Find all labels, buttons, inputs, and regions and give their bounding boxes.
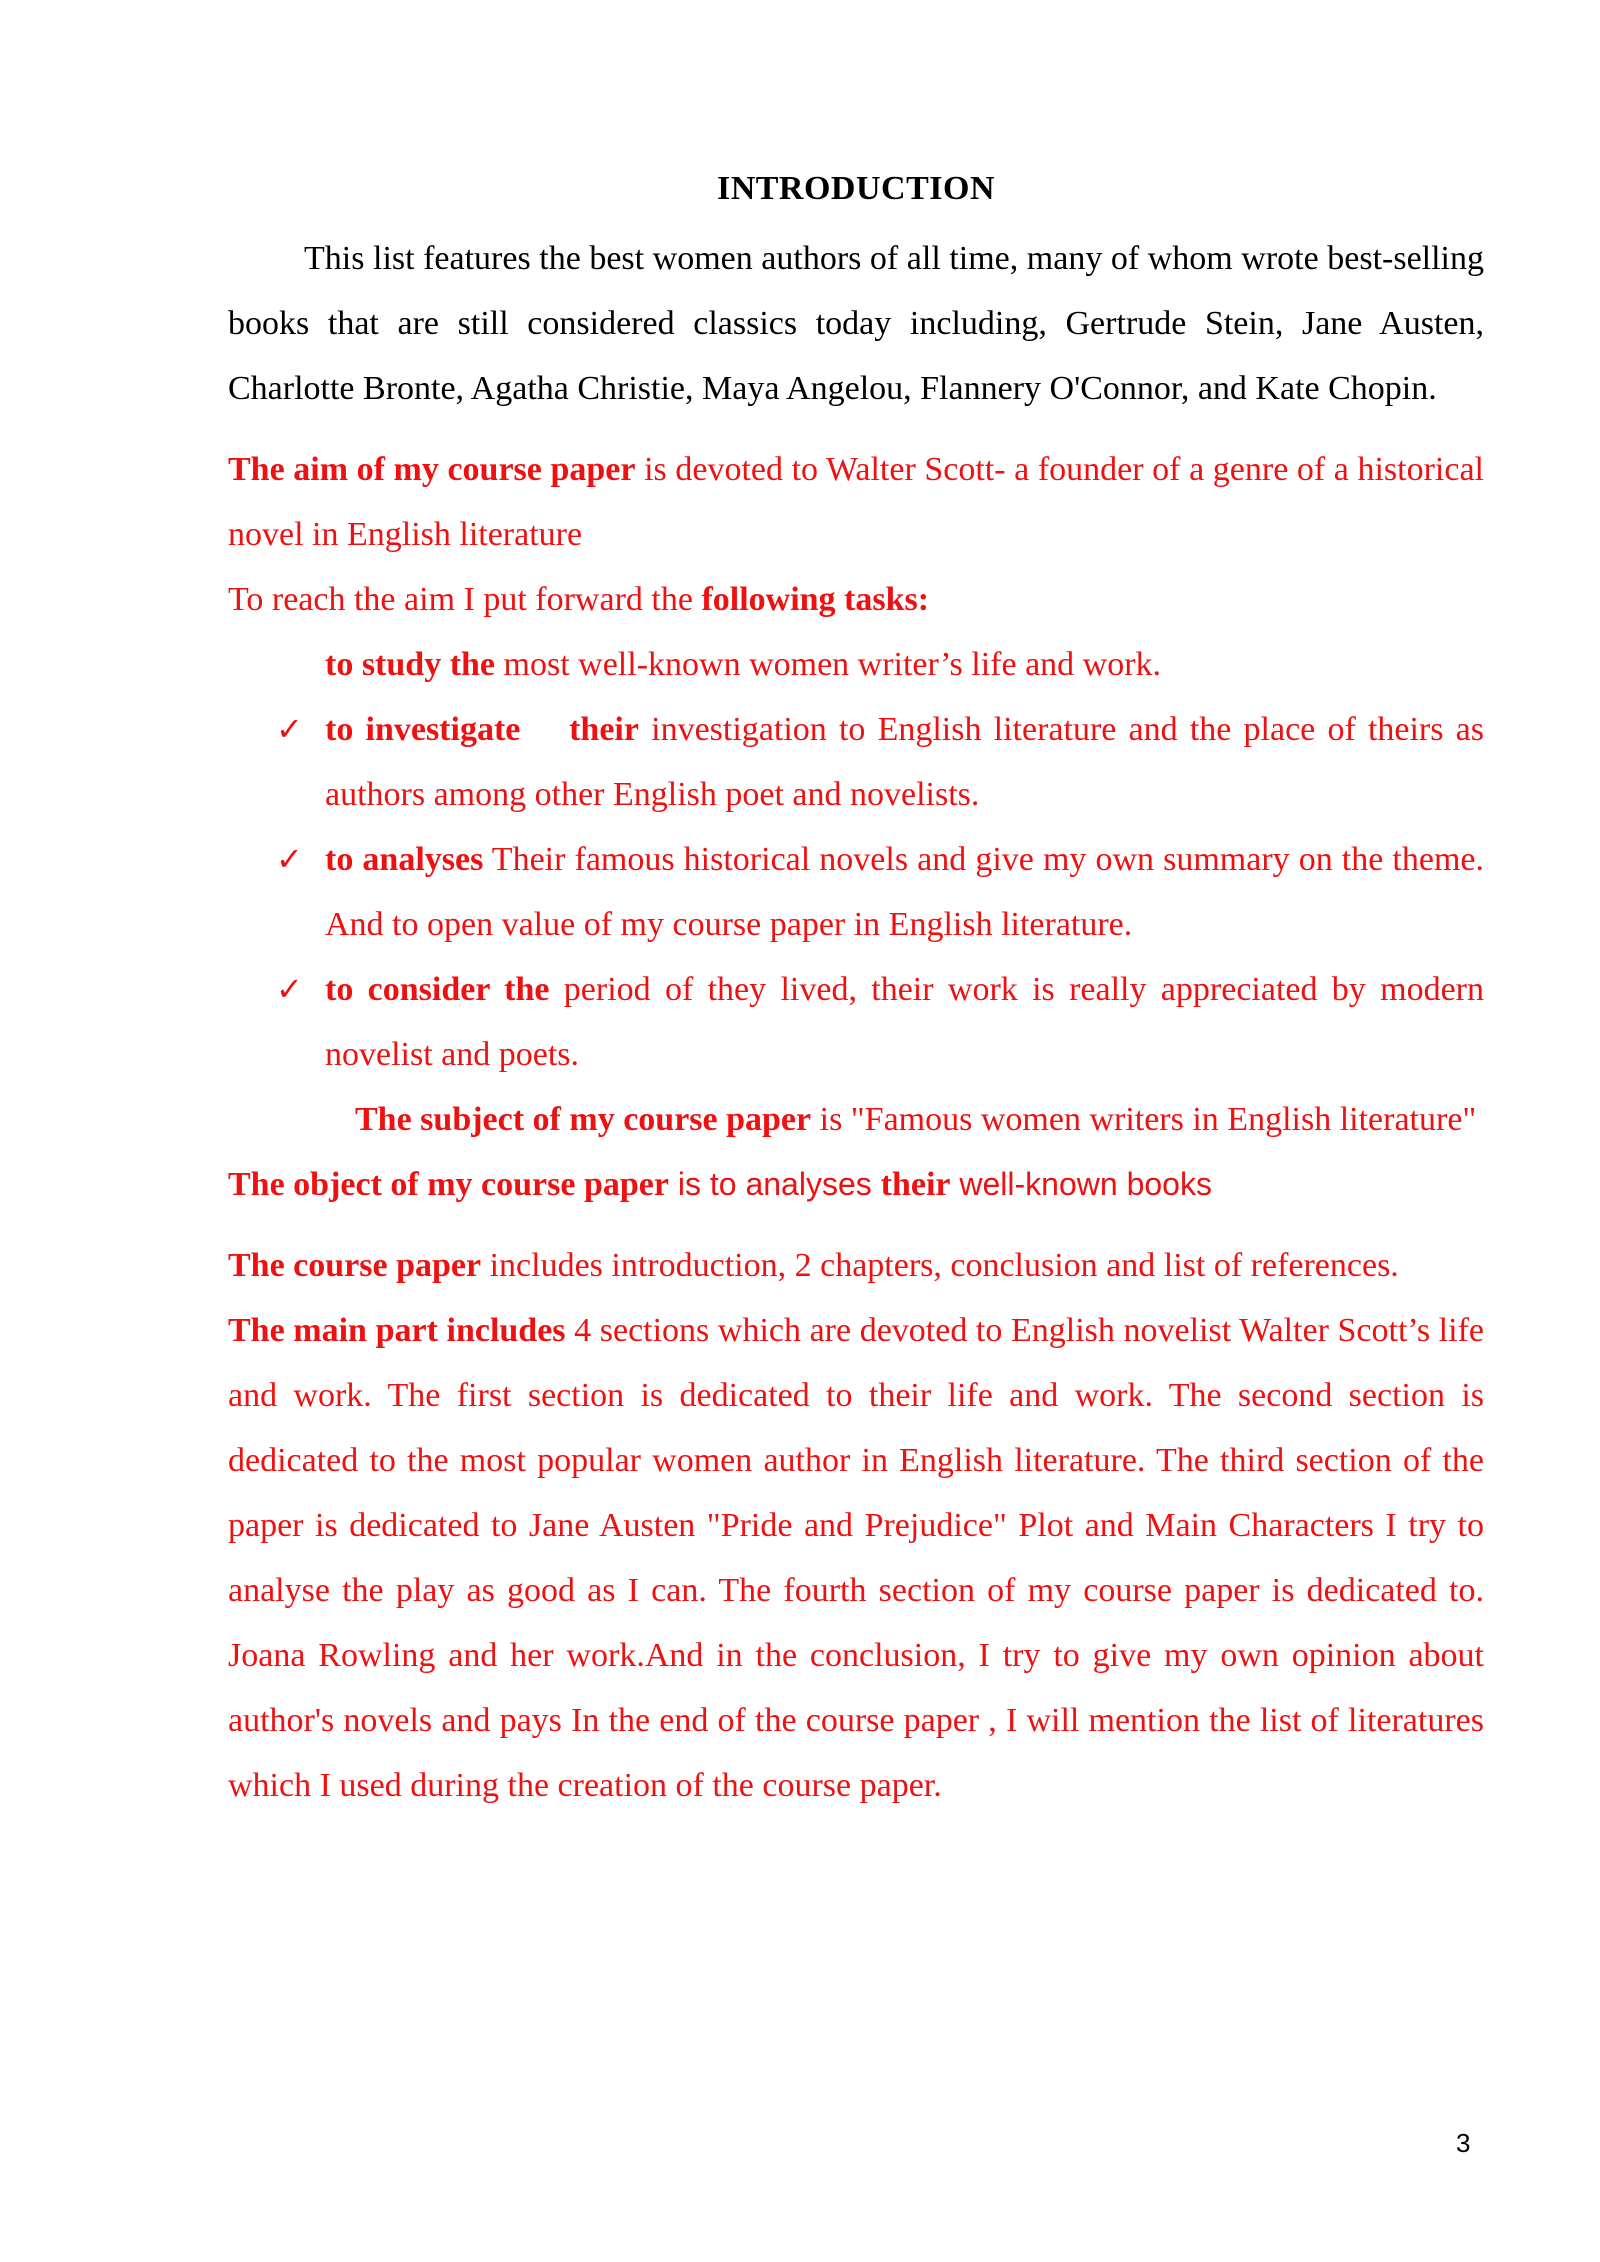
subject-paragraph [228, 1087, 1484, 1152]
task-text: Their famous historical novels and give my own summary on the theme. And to open value of my course paper in English literature. [325, 841, 1485, 943]
subject-label: The subject of my course paper [355, 1101, 812, 1138]
aim-text: is devoted to Walter Scott- a founder of a genre of a historical novel in English literature [228, 451, 1484, 553]
reach-text: To reach the aim I put forward the [228, 581, 702, 618]
task-label: to consider the [325, 971, 550, 1008]
structure-text: includes introduction, 2 chapters, conclusion and list of references. [481, 1247, 1399, 1284]
checkmark-icon: ✓ [276, 710, 303, 748]
task-label: to analyses [325, 841, 484, 878]
task-text: period of they lived, their work is really appreciated by modern novelist and poets. [325, 971, 1484, 1073]
structure-label: The course paper [228, 1247, 482, 1284]
reach-label: following tasks: [701, 581, 930, 618]
object-text-end: well-known books [950, 1166, 1212, 1202]
checkmark-icon: ✓ [276, 840, 303, 878]
aim-paragraph [228, 437, 1484, 567]
object-text: is to analyses [668, 1166, 881, 1202]
object-label: The object of my course paper [228, 1166, 669, 1203]
task-item [228, 697, 1484, 827]
task-item [228, 957, 1484, 1087]
task-item [228, 632, 1484, 697]
subject-text: is "Famous women writers in English literature" [811, 1101, 1477, 1138]
aim-label: The aim of my course paper [228, 451, 636, 488]
page-title: INTRODUCTION [716, 170, 996, 207]
intro-paragraph: This list features the best women authors of all time, many of whom wrote best-selling books that are still considered classics today including, Gertrude Stein, Jane Austen, Charlotte Bronte, Agatha Christie, Maya Angelou, Flannery O'Connor, and Kate Chopin. [228, 240, 1484, 407]
main-part-text: 4 sections which are devoted to English novelist Walter Scott’s life and work. The first section is dedicated to their life and work. The second section is dedicated to the most popular women author in English literature. The third section of the paper is dedicated to Jane Austen "Pride and Prejudice" Plot and Main Characters I try to analyse the play as good as I can. The fourth section of my course paper is dedicated to. Joana Rowling and her work.And in the conclusion, I try to give my own opinion about author's novels and pays In the end of the course paper , I will mention the list of literatures which I used during the creation of the course paper. [228, 1312, 1484, 1804]
task-label: to investigate their [325, 711, 639, 748]
task-item [228, 827, 1484, 957]
document-page [228, 150, 1484, 1818]
task-text: most well-known women writer’s life and work. [495, 646, 1162, 683]
checkmark-icon: ✓ [276, 970, 303, 1008]
task-label: to study the [325, 646, 496, 683]
main-part-label: The main part includes [228, 1312, 566, 1349]
object-paragraph [228, 1152, 1484, 1217]
task-text: investigation to English literature and the place of theirs as authors among other English poet and novelists. [325, 711, 1484, 813]
reach-paragraph [228, 567, 1484, 632]
object-emphasis: their [880, 1166, 951, 1203]
main-part-paragraph [228, 1298, 1484, 1818]
structure-paragraph [228, 1233, 1484, 1298]
page-number: 3 [1456, 2128, 1471, 2158]
